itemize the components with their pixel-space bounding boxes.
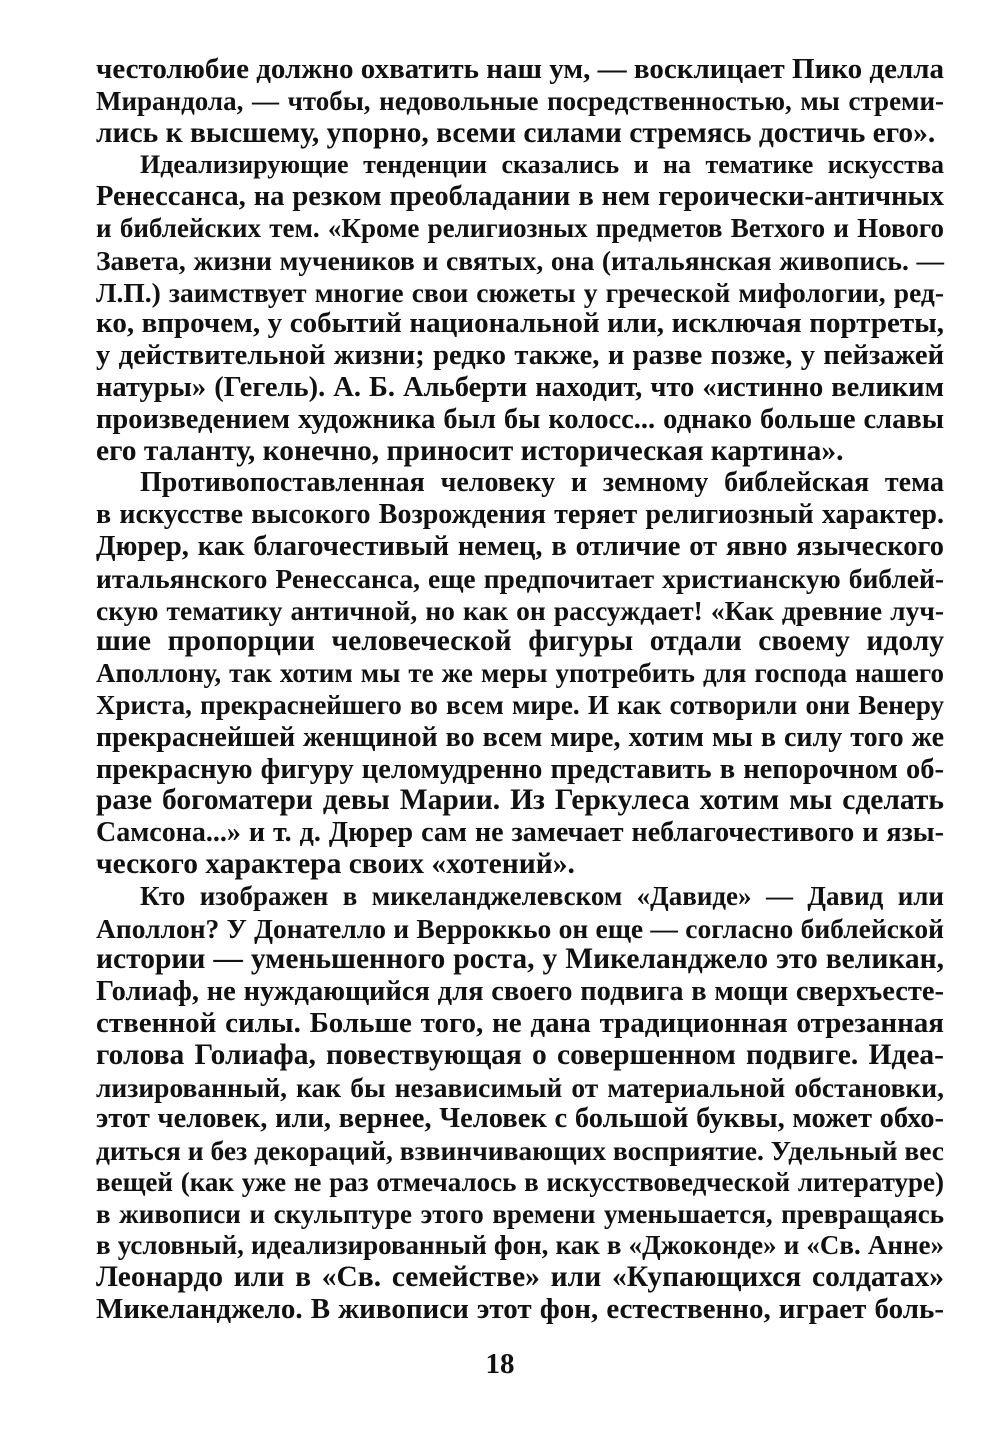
text-line: лись к высшему, упорно, всеми силами стремясь достичь его».: [96, 116, 936, 149]
text-line: и библейских тем. «Кроме религиозных предметов Ветхого и Нового: [96, 212, 944, 243]
text-line: Кто изображен в микеланджелевском «Давиде» — Давид или: [140, 880, 944, 911]
text-line: диться и без декораций, взвинчивающих восприятие. Удельный вес: [96, 1135, 944, 1167]
paragraph: [96, 881, 944, 1326]
text-line: прекраснейшей женщиной во всем мире, хотим мы в силу того же: [96, 721, 944, 753]
text-line: шие пропорции человеческой фигуры отдали своему идолу: [96, 625, 944, 658]
text-line: в живописи и скульптуре этого времени уменьшается, превращаясь: [96, 1198, 944, 1229]
text-line: истории — уменьшенного роста, у Микеланджело это великан,: [96, 943, 944, 976]
text-line: голова Голиафа, повествующая о совершенном подвиге. Идеа-: [96, 1038, 944, 1071]
text-line: Христа, прекраснейшего во всем мире. И как сотворили они Венеру: [96, 689, 944, 720]
page-body: [96, 54, 944, 1326]
text-line: Леонардо или в «Св. семействе» или «Купающихся солдатах»: [96, 1261, 944, 1294]
text-line: Аполлону, так хотим мы те же меры употребить для господа нашего: [96, 658, 944, 689]
text-line: лизированный, как бы независимый от материальной обстановки,: [96, 1071, 944, 1103]
text-line: его таланту, конечно, приносит историческая картина».: [96, 434, 844, 467]
text-line: Л.П.) заимствует многие свои сюжеты у греческой мифологии, ред-: [96, 276, 944, 308]
text-line: Микеланджело. В живописи этот фон, естественно, играет боль-: [96, 1293, 944, 1326]
text-line: ко, впрочем, у событий национальной или, исключая портреты,: [96, 307, 944, 340]
paragraph: [96, 149, 944, 467]
text-line: ческого характера своих «хотений».: [96, 847, 575, 880]
text-line: этот человек, или, вернее, Человек с большой буквы, может обхо-: [96, 1103, 944, 1135]
text-line: Самсона...» и т. д. Дюрер сам не замечает неблагочестивого и язы-: [96, 817, 944, 849]
text-line: Ренессанса, на резком преобладании в нем героически-античных: [96, 181, 944, 213]
text-line: Дюрер, как благочестивый немец, в отличие от явно языческого: [96, 530, 944, 562]
text-line: у действительной жизни; редко также, и разве позже, у пейзажей: [96, 340, 944, 372]
text-line: в искусстве высокого Возрождения теряет религиозный характер.: [96, 499, 944, 531]
text-line: Завета, жизни мучеников и святых, она (итальянская живопись. —: [96, 244, 944, 276]
text-line: итальянского Ренессанса, еще предпочитает христианскую библей-: [96, 562, 944, 594]
text-line: натуры» (Гегель). А. Б. Альберти находит, что «истинно великим: [96, 371, 944, 403]
text-line: прекрасную фигуру целомудренно представить в непорочном об-: [96, 753, 944, 785]
text-line: ственной силы. Больше того, не дана традиционная отрезанная: [96, 1006, 944, 1039]
paragraph: [96, 54, 944, 149]
text-line: Аполлон? У Донателло и Верроккьо он еще — согласно библейской: [96, 912, 944, 944]
text-line: Голиаф, не нуждающийся для своего подвига в мощи сверхъесте-: [96, 976, 944, 1008]
text-line: скую тематику античной, но как он рассуждает! «Как древние луч-: [96, 594, 944, 626]
text-line: Мирандола, — чтобы, недовольные посредственностью, мы стреми-: [96, 85, 944, 116]
text-line: Противопоставленная человеку и земному библейская тема: [140, 467, 944, 499]
paragraph: [96, 467, 944, 880]
text-line: честолюбие должно охватить наш ум, — восклицает Пико делла: [96, 53, 944, 85]
text-line: Идеализирующие тенденции сказались и на тематике искусства: [140, 150, 944, 180]
text-line: вещей (как уже не раз отмечалось в искусствоведческой литературе): [96, 1166, 944, 1197]
text-line: разе богоматери девы Марии. Из Геркулеса хотим мы сделать: [96, 784, 944, 817]
page-number: 18: [485, 1348, 515, 1380]
text-line: произведением художника был бы колосс... однако больше славы: [96, 403, 944, 435]
text-line: в условный, идеализированный фон, как в «Джоконде» и «Св. Анне»: [96, 1230, 944, 1261]
